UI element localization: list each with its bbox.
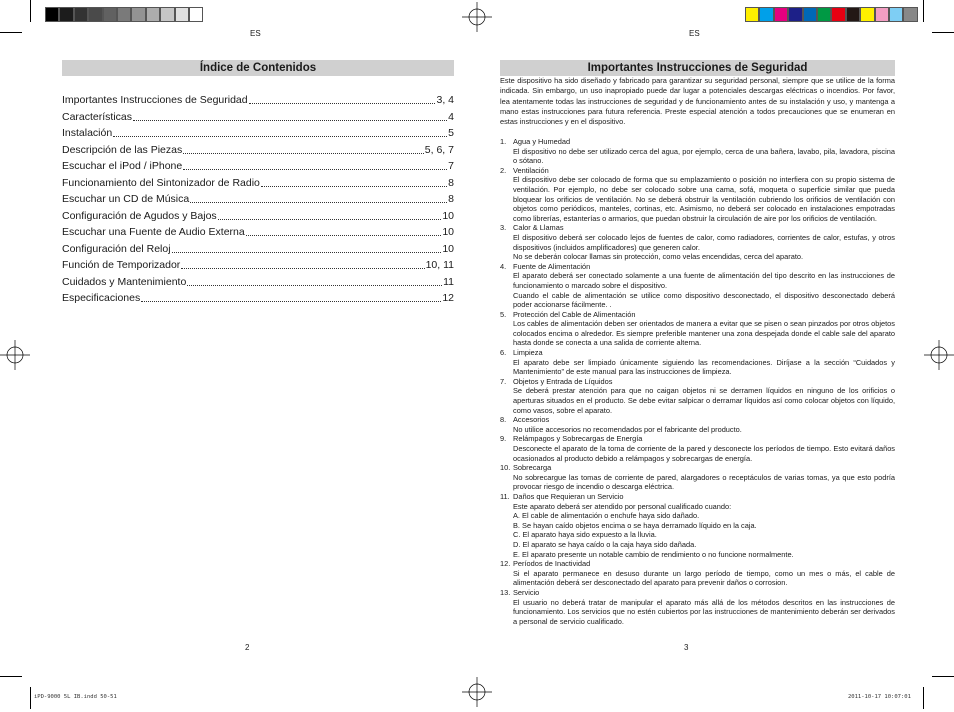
safety-item-title: Relámpagos y Sobrecargas de Energía [513, 434, 643, 444]
safety-item-number: 13. [500, 587, 511, 597]
safety-item-text: C. El aparato haya sido expuesto a la lluvia. [513, 530, 657, 540]
safety-item-title: Accesorios [513, 415, 550, 425]
color-swatch [860, 7, 874, 22]
toc-entry-page: 12 [442, 292, 454, 304]
safety-item-text: A. El cable de alimentación o enchufe haya sido dañado. [513, 511, 700, 521]
safety-item [500, 262, 895, 310]
crop-mark [932, 32, 954, 33]
safety-item-title: Ventilación [513, 165, 549, 175]
registration-mark-bottom-center [462, 677, 492, 707]
color-swatch [875, 7, 889, 22]
toc-entry-page: 7 [448, 160, 454, 172]
color-swatch [903, 7, 917, 22]
toc-entry-label: Configuración del Reloj [62, 242, 171, 255]
safety-item-text: B. Se hayan caído objetos encima o se haya derramado líquido en la caja. [513, 520, 757, 530]
toc-entry[interactable] [62, 192, 454, 206]
color-swatch [831, 7, 845, 22]
color-swatch [846, 7, 860, 22]
safety-item-title: Fuente de Alimentación [513, 261, 591, 271]
safety-item-title: Servicio [513, 587, 540, 597]
toc-leader-dots [172, 242, 442, 253]
color-swatch [759, 7, 773, 22]
toc-entry[interactable] [62, 225, 454, 239]
toc-entry-page: 3, 4 [436, 94, 454, 106]
safety-section-header: Importantes Instrucciones de Seguridad [500, 60, 895, 76]
safety-item [500, 415, 895, 434]
toc-entry-page: 11 [443, 275, 454, 288]
safety-item-number: 7. [500, 376, 507, 386]
toc-entry-page: 8 [448, 176, 454, 189]
language-label-right: ES [689, 29, 700, 38]
toc-entry[interactable] [62, 258, 454, 272]
safety-item-title: Sobrecarga [513, 463, 552, 473]
safety-item-title: Períodos de Inactividad [513, 559, 591, 569]
safety-item-title: Calor & Llamas [513, 223, 564, 233]
safety-item-text: El dispositivo deberá ser colocado lejos de fuentes de calor, como radiadores, corrientes de calor, estufas, y otros dispositivos (incluidos amplificadores) que generen calor. [513, 232, 895, 252]
safety-item-text: No utilice accesorios no recomendados por el fabricante del producto. [513, 424, 742, 434]
toc-entry[interactable] [62, 242, 454, 256]
toc-entry-page: 4 [448, 110, 454, 123]
safety-item-number: 3. [500, 223, 507, 233]
crop-mark [923, 0, 924, 22]
safety-item-number: 2. [500, 165, 507, 175]
safety-item [500, 377, 895, 415]
toc-entry-label: Escuchar el iPod / iPhone [62, 160, 183, 172]
crop-mark [0, 676, 22, 677]
toc-leader-dots [246, 225, 442, 236]
gray-swatch [103, 7, 117, 22]
registration-mark-top-center [462, 2, 492, 32]
safety-item-title: Objetos y Entrada de Líquidos [513, 376, 613, 386]
toc-entry-label: Descripción de las Piezas [62, 143, 183, 156]
safety-item-number: 1. [500, 137, 507, 146]
toc-entry-page: 8 [448, 193, 454, 205]
safety-item-number: 5. [500, 309, 507, 319]
page-number-right: 3 [684, 643, 689, 652]
color-swatch [889, 7, 903, 22]
toc-leader-dots [183, 143, 424, 154]
safety-item [500, 223, 895, 261]
color-swatch [788, 7, 802, 22]
gray-swatch [59, 7, 73, 22]
safety-item [500, 166, 895, 224]
safety-item-number: 9. [500, 434, 507, 444]
safety-item-text: E. El aparato presente un notable cambio de rendimiento o no funcione normalmente. [513, 549, 794, 559]
safety-item-text: El aparato deberá ser conectado solamente a una fuente de alimentación del tipo descrito en las instrucciones de funcionamiento o marcado sobre el dispositivo. [513, 271, 895, 290]
safety-item-number: 6. [500, 348, 507, 358]
toc-entry-label: Configuración de Agudos y Bajos [62, 209, 217, 222]
toc-leader-dots [187, 275, 442, 286]
safety-instructions-list [500, 137, 895, 626]
toc-entry[interactable] [62, 93, 454, 107]
safety-item-text: El aparato debe ser limpiado únicamente siguiendo las recomendaciones. Diríjase a la sección “Cuidados y Mantenimiento” de este manual para las instrucciones de limpieza. [513, 357, 895, 377]
toc-leader-dots [190, 192, 447, 203]
color-swatch [745, 7, 759, 22]
crop-mark [30, 0, 31, 22]
toc-entry-label: Especificaciones [62, 292, 141, 304]
color-calibration-bar [745, 7, 918, 22]
registration-mark-left-middle [0, 340, 30, 370]
gray-swatch [74, 7, 88, 22]
safety-item-text: El dispositivo debe ser colocado de forma que su emplazamiento o posición no interfiera con su propio sistema de ventilación. Por ejemplo, no debe ser colocado sobre una cama, sofá, moqueta o superficie similar que pueda bloquear los orificios de ventilación. No se deberá obstruir la ventilación cubriendo los orificios de ventilación con objetos como periódicos, manteles, cortinas, etc. Asimismo, no deberá ser colocado en instalaciones empotradas como librerías, estanterías o armarios, que puedan obstruir la circulación de aire por los orificios de ventilación. [513, 175, 895, 223]
safety-item-text: D. El aparato se haya caído o la caja haya sido dañada. [513, 539, 697, 549]
toc-section-header: Índice de Contenidos [62, 60, 454, 76]
gray-swatch [131, 7, 145, 22]
safety-item-number: 4. [500, 261, 507, 271]
color-swatch [817, 7, 831, 22]
safety-item-text: Cuando el cable de alimentación se utilice como dispositivo desconectado, el dispositivo desconectado deberá poder accionarse fácilmente. . [513, 290, 895, 310]
toc-entry[interactable] [62, 110, 454, 124]
toc-entry-label: Escuchar un CD de Música [62, 193, 190, 205]
gray-swatch [160, 7, 174, 22]
safety-item-text: Este aparato deberá ser atendido por personal cualificado cuando: [513, 501, 732, 511]
toc-entry[interactable] [62, 275, 454, 289]
crop-mark [30, 687, 31, 709]
safety-item-title: Limpieza [513, 348, 543, 358]
safety-item-number: 8. [500, 415, 507, 425]
crop-mark [0, 32, 22, 33]
safety-item-title: Daños que Requieran un Servicio [513, 491, 624, 501]
safety-item-text: Los cables de alimentación deben ser orientados de manera a evitar que se pisen o sean pinzados por otros objetos colocados encima o alrededor. Es siempre preferible mantener una zona despejada donde el cable sale del aparato hasta donde se conecta a una salida de corriente alterna. [513, 319, 895, 348]
toc-entry-label: Escuchar una Fuente de Audio Externa [62, 226, 245, 238]
language-label-left: ES [250, 29, 261, 38]
safety-item-title: Protección del Cable de Alimentación [513, 309, 636, 319]
toc-leader-dots [181, 258, 424, 269]
gray-swatch [189, 7, 203, 22]
toc-leader-dots [113, 126, 447, 137]
safety-item [500, 588, 895, 626]
safety-item [500, 463, 895, 492]
toc-entry-page: 10 [442, 242, 454, 255]
safety-item-text: El usuario no deberá tratar de manipular el aparato más allá de los métodos descritos en las instrucciones de funcionamiento. Los servicios que no estén cubiertos por las instrucciones de mantenimiento deberán ser derivados a personal de servicio cualificado. [513, 597, 895, 626]
toc-leader-dots [218, 209, 442, 220]
toc-leader-dots [249, 93, 436, 104]
gray-calibration-bar [45, 7, 203, 22]
safety-item [500, 559, 895, 588]
toc-entry-page: 5, 6, 7 [424, 143, 454, 156]
toc-entry-page: 5 [448, 127, 454, 139]
safety-item-title: Agua y Humedad [513, 137, 571, 146]
safety-item-text: Si el aparato permanece en desuso durante un largo período de tiempo, como un mes o más, el cable de alimentación deberá ser desconectado del aparato para prevenir daños o corrosion. [513, 568, 895, 588]
safety-item [500, 492, 895, 559]
safety-item [500, 348, 895, 377]
gray-swatch [175, 7, 189, 22]
footer-timestamp: 2011-10-17 10:07:01 [848, 694, 911, 700]
toc-leader-dots [133, 110, 447, 121]
toc-entry-label: Cuidados y Mantenimiento [62, 275, 187, 288]
registration-mark-right-middle [924, 340, 954, 370]
toc-leader-dots [183, 159, 447, 170]
safety-item-text: Desconecte el aparato de la toma de corriente de la pared y desconecte los períodos de tiempo. Esto evitará daños ocasionados al producto debido a relámpagos y sobrecargas de energía. [513, 444, 895, 463]
toc-entry[interactable] [62, 209, 454, 223]
safety-item [500, 137, 895, 166]
gray-swatch [117, 7, 131, 22]
gray-swatch [88, 7, 102, 22]
toc-entry-label: Función de Temporizador [62, 259, 181, 271]
toc-entry[interactable] [62, 143, 454, 157]
safety-item [500, 434, 895, 463]
gray-swatch [146, 7, 160, 22]
toc-entry[interactable] [62, 291, 454, 305]
toc-entry-page: 10 [442, 226, 454, 238]
toc-entry[interactable] [62, 176, 454, 190]
toc-leader-dots [261, 176, 447, 187]
safety-intro-paragraph: Este dispositivo ha sido diseñado y fabricado para garantizar su seguridad personal, siempre que se utilice de la forma indicada. Sin embargo, un uso inapropiado puede dar lugar a potenciales descargas eléctricas o incendios. Por favor, lea atentamente todas las instrucciones de seguridad y de funcionamiento antes de su instalación y uso, y mantenga a mano estas instrucciones para futura referencia. Preste especial atención a todos precauciones que se enumeran en estas instrucciones y en el dispositivo. [500, 76, 895, 127]
toc-leader-dots [141, 291, 441, 302]
crop-mark [932, 676, 954, 677]
toc-entry[interactable] [62, 159, 454, 173]
page-number-left: 2 [245, 643, 250, 652]
safety-item [500, 310, 895, 348]
toc-entry-label: Características [62, 110, 133, 123]
toc-entry-page: 10 [442, 209, 454, 222]
safety-item-text: No se deberán colocar llamas sin protección, como velas encendidas, cerca del aparato. [513, 252, 804, 262]
safety-item-number: 12. [500, 559, 511, 569]
toc-entry-page: 10, 11 [425, 259, 454, 271]
color-swatch [774, 7, 788, 22]
toc-entry-label: Instalación [62, 127, 113, 139]
footer-file-name: iPD-9000 5L IB.indd 50-51 [34, 694, 117, 700]
toc-entry-label: Funcionamiento del Sintonizador de Radio [62, 176, 260, 189]
safety-item-number: 10. [500, 463, 511, 473]
crop-mark [923, 687, 924, 709]
safety-item-text: El dispositivo no debe ser utilizado cerca del agua, por ejemplo, cerca de una bañera, lavabo, pila, lavadora, piscina o sótano. [513, 146, 895, 166]
safety-item-text: Se deberá prestar atención para que no caigan objetos ni se derramen líquidos en ninguno de los orificios o aperturas situados en el producto. Se debe evitar salpicar o derramar líquidos así como colocar objetos con líquido, como vasos, sobre el aparato. [513, 386, 895, 415]
safety-item-number: 11. [500, 491, 510, 501]
color-swatch [803, 7, 817, 22]
gray-swatch [45, 7, 59, 22]
safety-item-text: No sobrecargue las tomas de corriente de pared, alargadores o receptáculos de varias tomas, ya que esto podría provocar riesgo de incendio o descarga eléctrica. [513, 472, 895, 492]
toc-entry[interactable] [62, 126, 454, 140]
toc-entry-label: Importantes Instrucciones de Seguridad [62, 94, 248, 106]
